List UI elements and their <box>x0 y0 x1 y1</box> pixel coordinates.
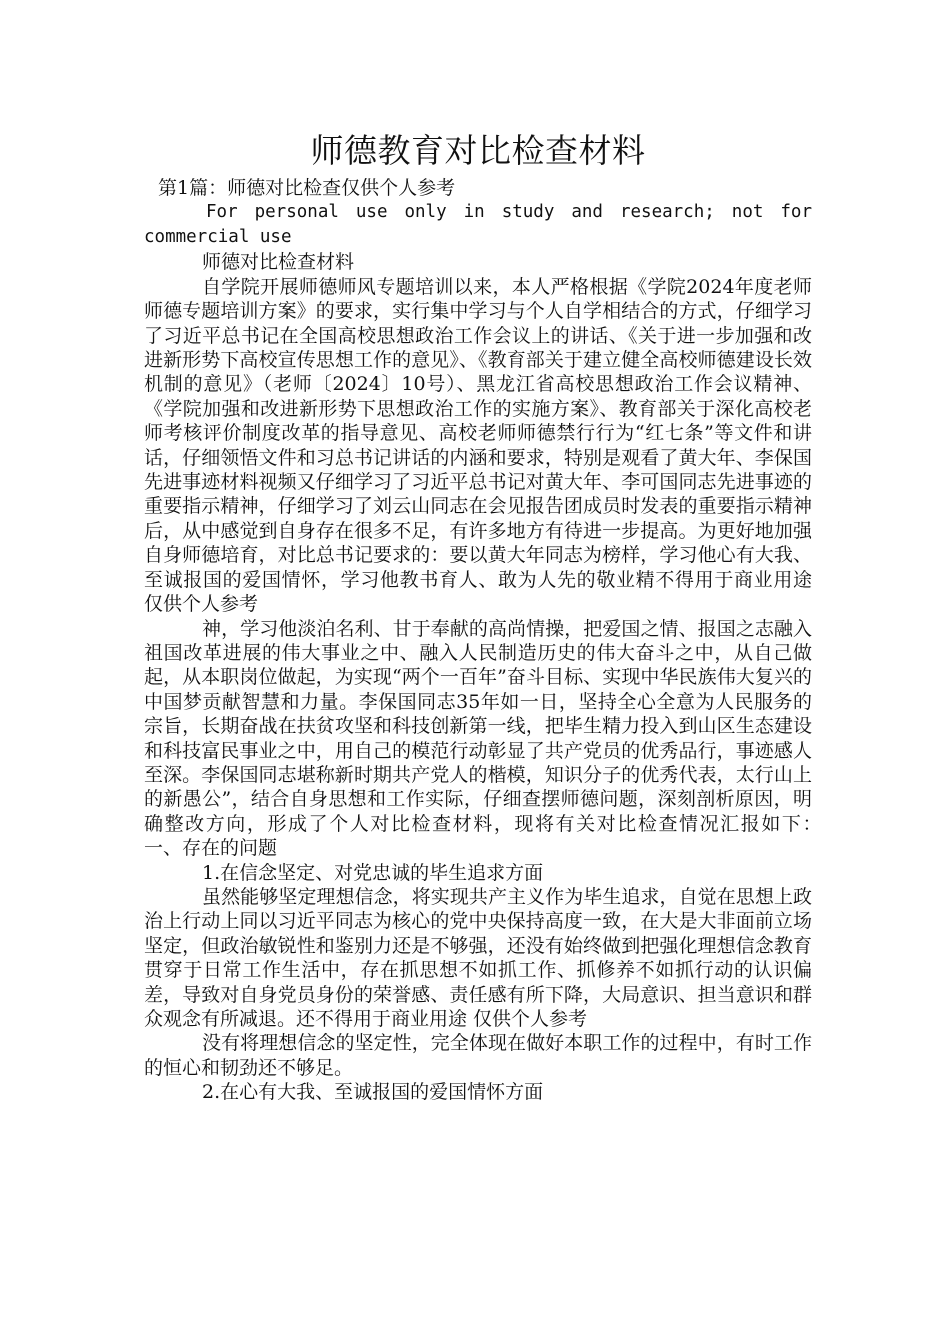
body-paragraph: 虽然能够坚定理想信念，将实现共产主义作为毕生追求，自觉在思想上政治上行动上同以习近平同志为核心的党中央保持高度一致，在大是大非面前立场坚定，但政治敏锐性和鉴别力还是不够强，还没有始终做到把强化理想信念教育贯穿于日常工作生活中，存在抓思想不如抓工作、抓修养不如抓行动的认识偏差，导致对自身党员身份的荣誉感、责任感有所下降，大局意识、担当意识和群众观念有所减退。还不得用于商业用途 仅供个人参考 <box>144 885 812 1030</box>
document-page <box>144 128 832 1105</box>
body-paragraph: 自学院开展师德师风专题培训以来，本人严格根据《学院2024年度老师师德专题培训方案》的要求，实行集中学习与个人自学相结合的方式，仔细学习了习近平总书记在全国高校思想政治工作会议上的讲话、《关于进一步加强和改进新形势下高校宣传思想工作的意见》、《教育部关于建立健全高校师德建设长效机制的意见》（老师〔2024〕10号）、黑龙江省高校思想政治工作会议精神、《学院加强和改进新形势下思想政治工作的实施方案》、教育部关于深化高校老师考核评价制度改革的指导意见、高校老师师德禁行行为“红七条”等文件和讲话，仔细领悟文件和习总书记讲话的内涵和要求，特别是观看了黄大年、李保国先进事迹材料视频又仔细学习了习近平总书记对黄大年、李可国同志先进事迹的重要指示精神，仔细学习了刘云山同志在会见报告团成员时发表的重要指示精神后，从中感觉到自身存在很多不足，有许多地方有待进一步提高。为更好地加强自身师德培育，对比总书记要求的：要以黄大年同志为榜样，学习他心有大我、至诚报国的爱国情怀，学习他教书育人、敢为人先的敬业精不得用于商业用途 仅供个人参考 <box>144 275 812 616</box>
body-paragraph: 神，学习他淡泊名利、甘于奉献的高尚情操，把爱国之情、报国之志融入祖国改革进展的伟大事业之中、融入人民制造历史的伟大奋斗之中，从自己做起，从本职岗位做起，为实现“两个一百年”奋斗目标、实现中华民族伟大复兴的中国梦贡献智慧和力量。李保国同志35年如一日，坚持全心全意为人民服务的宗旨，长期奋战在扶贫攻坚和科技创新第一线，把毕生精力投入到山区生态建设和科技富民事业之中，用自己的模范行动彰显了共产党员的优秀品行，事迹感人至深。李保国同志堪称新时期共产党人的楷模，知识分子的优秀代表，太行山上的新愚公”，结合自身思想和工作实际，仔细查摆师德问题，深刻剖析原因，明确整改方向，形成了个人对比检查材料，现将有关对比检查情况汇报如下： 一、存在的问题 <box>144 617 832 860</box>
item2-heading: 2.在心有大我、至诚报国的爱国情怀方面 <box>202 1081 544 1104</box>
item1-heading: 1.在信念坚定、对党忠诚的毕生追求方面 <box>202 861 544 884</box>
english-notice: For personal use only in study and research; not for commercial use <box>144 202 812 248</box>
document-subtitle: 第1篇：师德对比检查仅供个人参考 <box>158 177 456 199</box>
document-title: 师德教育对比检查材料 <box>310 131 646 170</box>
body-paragraph: 没有将理想信念的坚定性，完全体现在做好本职工作的过程中，有时工作的恒心和韧劲还不够足。 <box>144 1032 812 1079</box>
section-title: 师德对比检查材料 <box>202 251 355 274</box>
